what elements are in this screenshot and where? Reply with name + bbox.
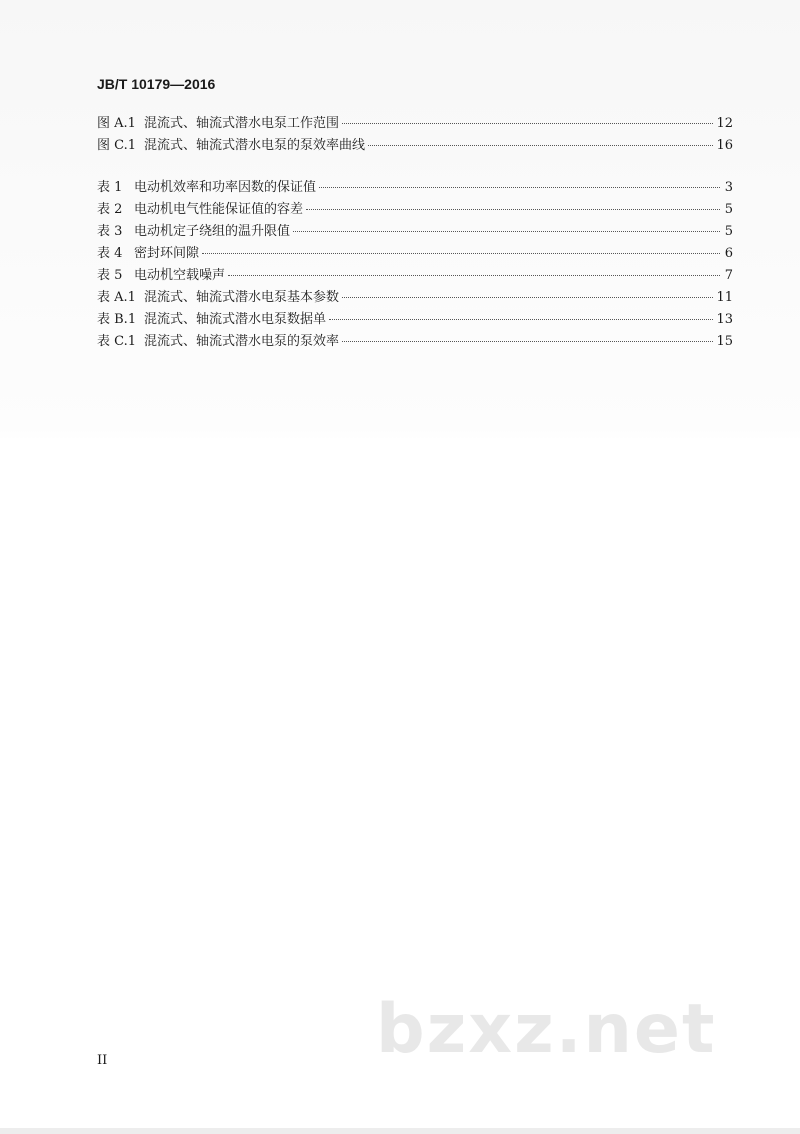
watermark: bzxz.net bbox=[376, 990, 717, 1069]
toc-entry-label: 表 C.1 bbox=[97, 334, 137, 349]
dot-leader bbox=[293, 230, 720, 232]
toc-entry-table[interactable] bbox=[97, 265, 733, 287]
toc-entry-page: 12 bbox=[716, 116, 733, 131]
toc-entry-title: 混流式、轴流式潜水电泵基本参数 bbox=[144, 290, 340, 305]
toc-entry-title: 混流式、轴流式潜水电泵的泵效率曲线 bbox=[144, 138, 366, 153]
toc-entry-title: 混流式、轴流式潜水电泵的泵效率 bbox=[144, 334, 340, 349]
toc-entry-page: 16 bbox=[716, 138, 733, 153]
toc-entry-label: 表 3 bbox=[97, 224, 123, 239]
toc-entry-label: 图 A.1 bbox=[97, 116, 136, 131]
toc-entry-table[interactable] bbox=[97, 331, 733, 353]
toc-entry-label: 表 2 bbox=[97, 202, 123, 217]
toc-entry-page: 11 bbox=[716, 290, 733, 305]
toc-entry-label: 表 5 bbox=[97, 268, 123, 283]
dot-leader bbox=[329, 318, 713, 320]
toc-entry-page: 5 bbox=[724, 202, 733, 217]
dot-leader bbox=[342, 122, 713, 124]
toc-entry-label: 表 A.1 bbox=[97, 290, 136, 305]
toc-entry-title: 电动机定子绕组的温升限值 bbox=[134, 224, 291, 239]
toc-entry-title: 电动机空载噪声 bbox=[134, 268, 226, 283]
figure-list bbox=[97, 113, 733, 157]
table-list bbox=[97, 177, 733, 353]
toc-entry-title: 电动机效率和功率因数的保证值 bbox=[134, 180, 317, 195]
document-code: JB/T 10179—2016 bbox=[97, 76, 216, 92]
toc-entry-page: 15 bbox=[716, 334, 733, 349]
page-number: II bbox=[97, 1053, 108, 1068]
dot-leader bbox=[342, 340, 713, 342]
toc-entry-table[interactable] bbox=[97, 243, 733, 265]
toc-entry-label: 表 B.1 bbox=[97, 312, 137, 327]
toc-entry-table[interactable] bbox=[97, 309, 733, 331]
dot-leader bbox=[368, 144, 713, 146]
table-of-contents bbox=[97, 113, 733, 353]
dot-leader bbox=[342, 296, 713, 298]
toc-entry-figure[interactable] bbox=[97, 113, 733, 135]
toc-entry-title: 混流式、轴流式潜水电泵工作范围 bbox=[144, 116, 340, 131]
toc-entry-label: 图 C.1 bbox=[97, 138, 137, 153]
toc-entry-table[interactable] bbox=[97, 221, 733, 243]
toc-entry-page: 5 bbox=[724, 224, 733, 239]
toc-entry-page: 6 bbox=[724, 246, 733, 261]
toc-entry-label: 表 1 bbox=[97, 180, 123, 195]
toc-entry-title: 密封环间隙 bbox=[134, 246, 200, 261]
toc-entry-title: 电动机电气性能保证值的容差 bbox=[134, 202, 304, 217]
toc-entry-page: 13 bbox=[716, 312, 733, 327]
toc-entry-table[interactable] bbox=[97, 287, 733, 309]
toc-entry-table[interactable] bbox=[97, 177, 733, 199]
toc-entry-label: 表 4 bbox=[97, 246, 123, 261]
toc-entry-page: 3 bbox=[724, 180, 733, 195]
dot-leader bbox=[319, 186, 720, 188]
toc-entry-title: 混流式、轴流式潜水电泵数据单 bbox=[144, 312, 327, 327]
toc-entry-figure[interactable] bbox=[97, 135, 733, 157]
toc-entry-table[interactable] bbox=[97, 199, 733, 221]
dot-leader bbox=[306, 208, 720, 210]
dot-leader bbox=[228, 274, 720, 276]
toc-entry-page: 7 bbox=[724, 268, 733, 283]
dot-leader bbox=[202, 252, 720, 254]
page-bottom-edge bbox=[0, 1128, 800, 1134]
